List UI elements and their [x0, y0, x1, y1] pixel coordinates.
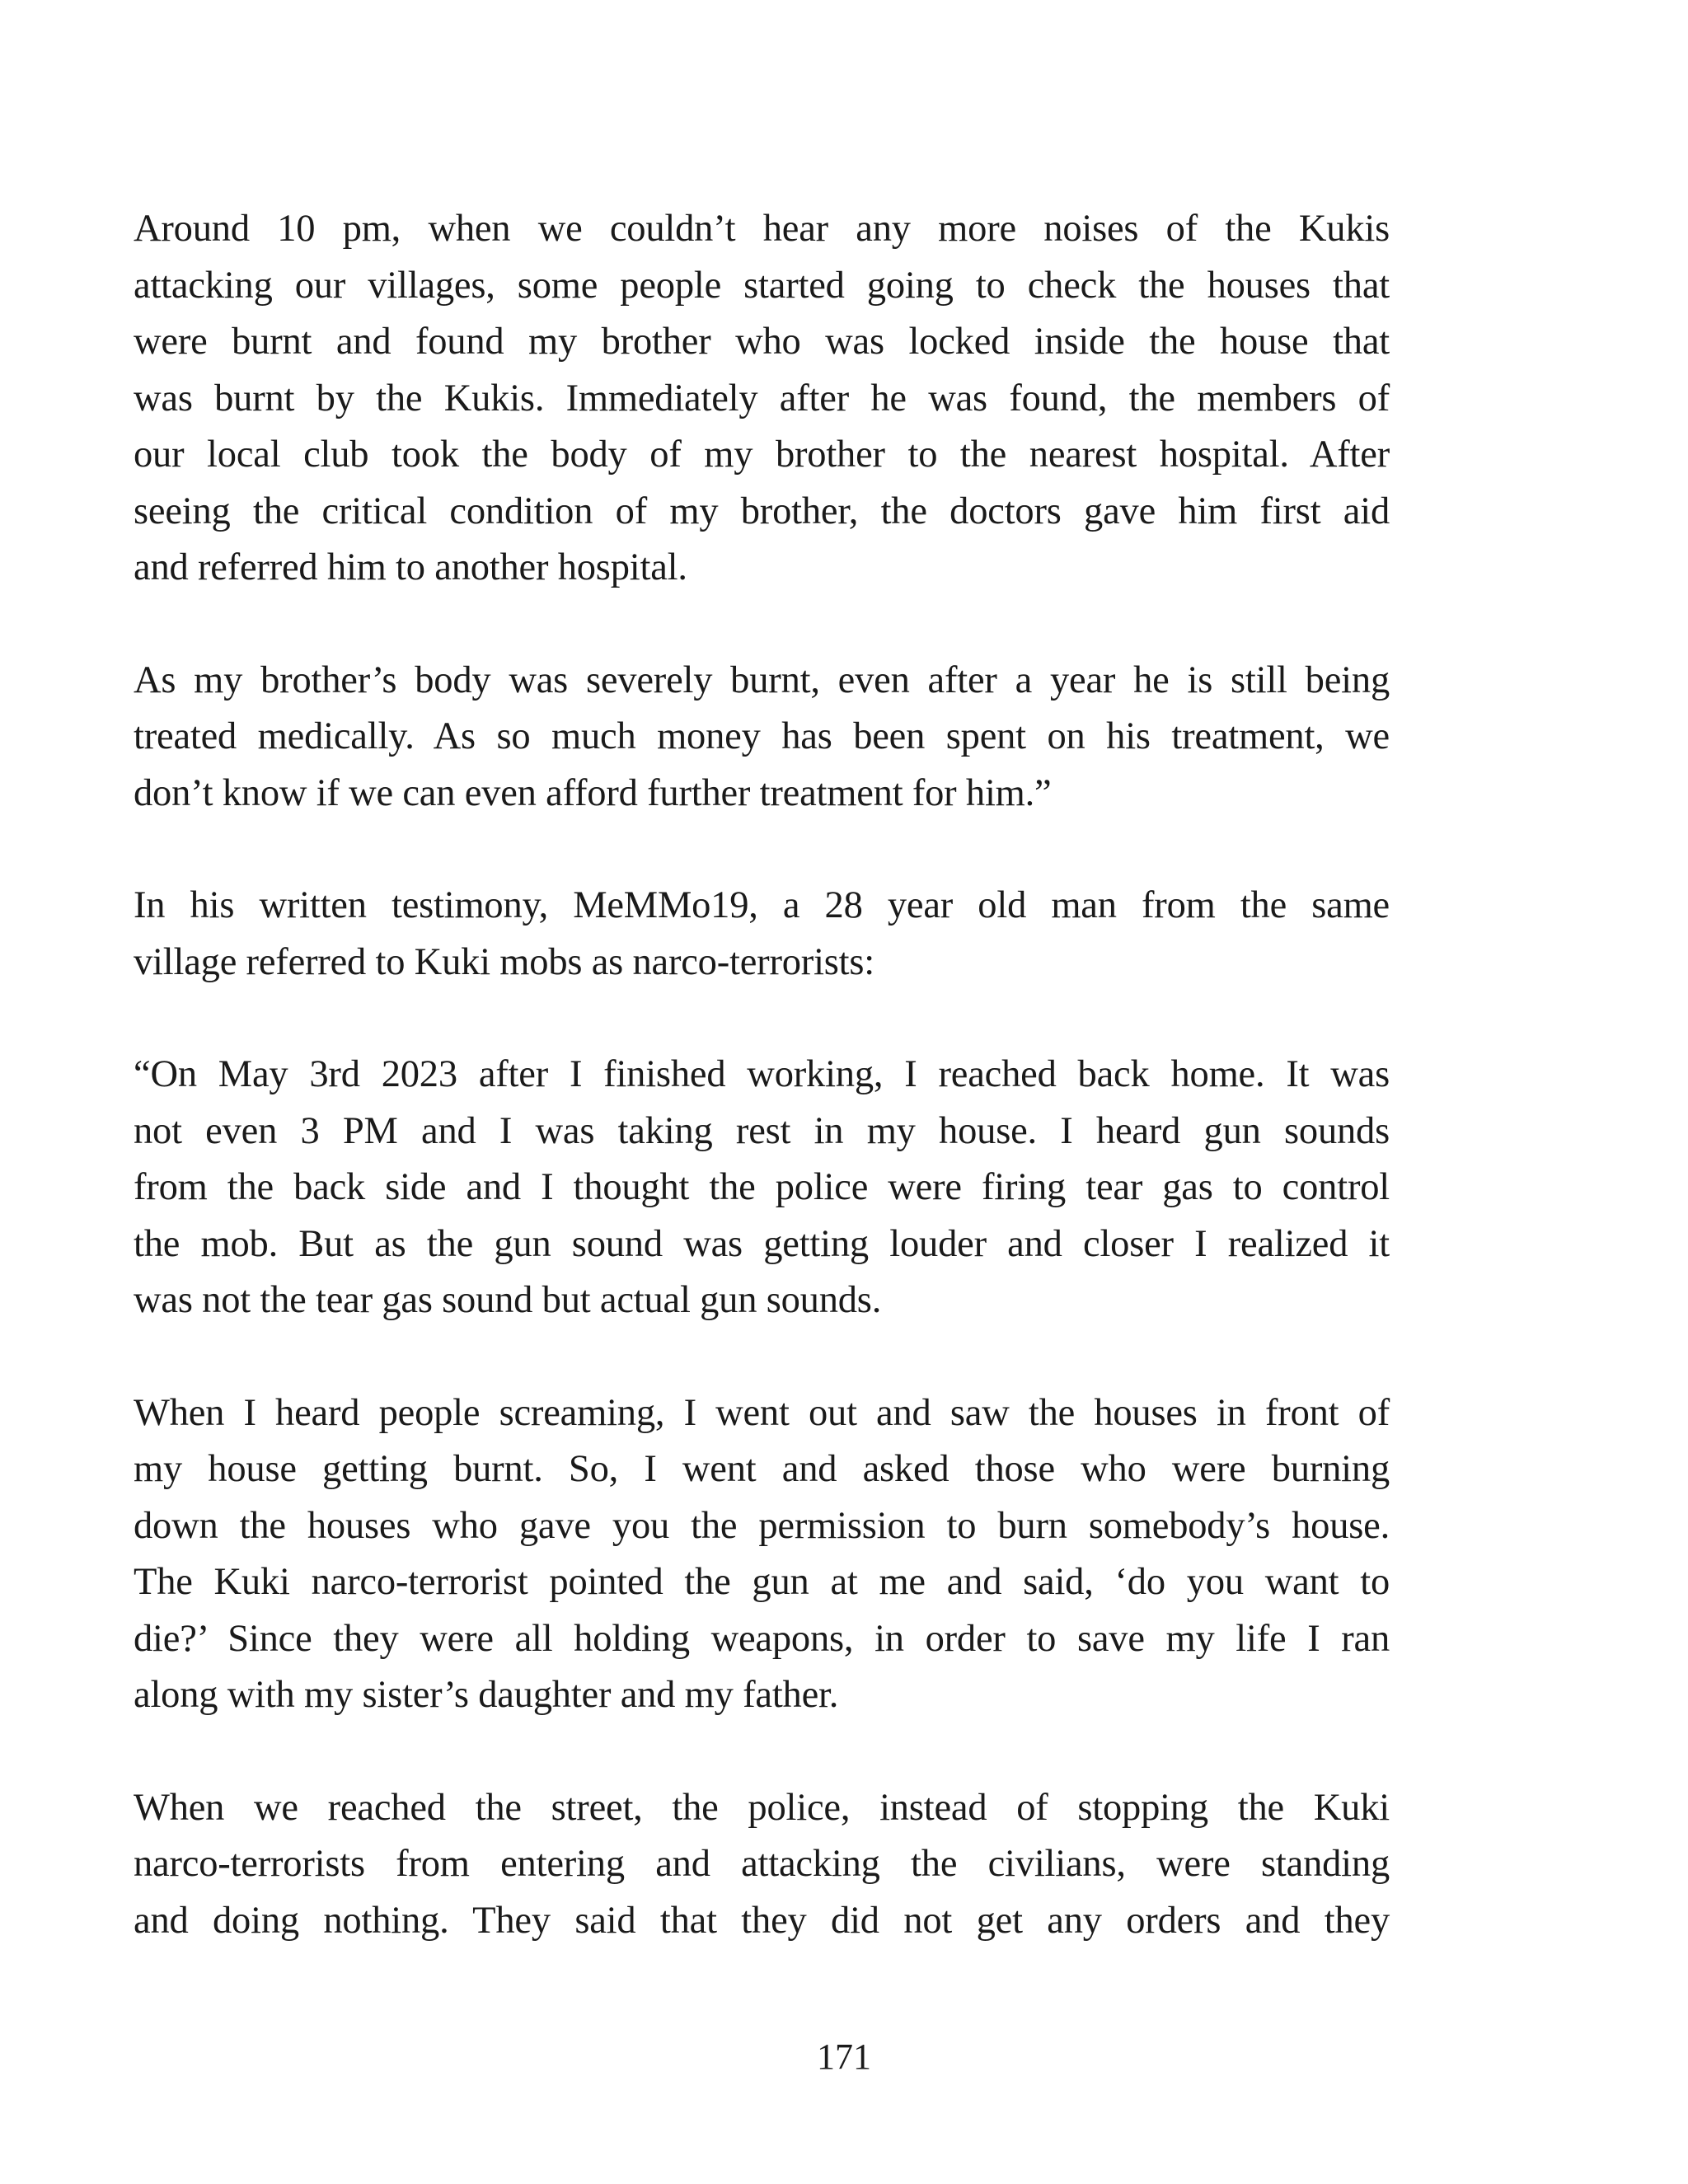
text-line: When we reached the street, the police, instead of stopping the Kuki: [134, 1786, 1390, 1829]
text-line: treated medically. As so much money has been spent on his treatment, we: [134, 715, 1390, 757]
text-line: were burnt and found my brother who was locked inside the house that: [134, 321, 1390, 363]
text-line: When I heard people screaming, I went out and saw the houses in front of: [134, 1391, 1390, 1434]
text-line: our local club took the body of my brother to the nearest hospital. After: [134, 434, 1390, 476]
text-line: not even 3 PM and I was taking rest in my house. I heard gun sounds: [134, 1109, 1390, 1152]
page-number: 171: [817, 2036, 871, 2077]
text-line: was burnt by the Kukis. Immediately after he was found, the members of: [134, 377, 1390, 419]
text-line: die?’ Since they were all holding weapons, in order to save my life I ran: [134, 1617, 1390, 1660]
paragraph-4: [134, 1047, 1390, 1329]
text-line: was not the tear gas sound but actual gun sounds.: [134, 1279, 882, 1321]
text-line: narco-terrorists from entering and attacking the civilians, were standing: [134, 1843, 1390, 1885]
text-line: down the houses who gave you the permission to burn somebody’s house.: [134, 1504, 1390, 1547]
text-line: and referred him to another hospital.: [134, 546, 687, 588]
text-line: village referred to Kuki mobs as narco-terrorists:: [134, 940, 875, 983]
text-line: my house getting burnt. So, I went and asked those who were burning: [134, 1448, 1390, 1490]
text-line: the mob. But as the gun sound was getting louder and closer I realized it: [134, 1222, 1390, 1265]
body-text: [134, 201, 1390, 2005]
text-line: The Kuki narco-terrorist pointed the gun at me and said, ‘do you want to: [134, 1561, 1390, 1603]
text-line: don’t know if we can even afford further treatment for him.”: [134, 771, 1052, 814]
text-line: “On May 3rd 2023 after I finished working, I reached back home. It was: [134, 1053, 1390, 1095]
text-line: attacking our villages, some people started going to check the houses that: [134, 264, 1390, 307]
paragraph-2: [134, 653, 1390, 823]
text-line: from the back side and I thought the police were firing tear gas to control: [134, 1166, 1390, 1208]
paragraph-1: [134, 201, 1390, 597]
text-line: and doing nothing. They said that they did not get any orders and they: [134, 1899, 1390, 1942]
paragraph-5: [134, 1385, 1390, 1724]
text-line: In his written testimony, MeMMo19, a 28 year old man from the same: [134, 884, 1390, 926]
text-line: along with my sister’s daughter and my father.: [134, 1674, 839, 1716]
text-line: seeing the critical condition of my brother, the doctors gave him first aid: [134, 490, 1390, 532]
paragraph-6: [134, 1780, 1390, 1950]
paragraph-3: [134, 878, 1390, 991]
text-line: As my brother’s body was severely burnt, even after a year he is still being: [134, 658, 1390, 701]
text-line: Around 10 pm, when we couldn’t hear any more noises of the Kukis: [134, 208, 1390, 250]
